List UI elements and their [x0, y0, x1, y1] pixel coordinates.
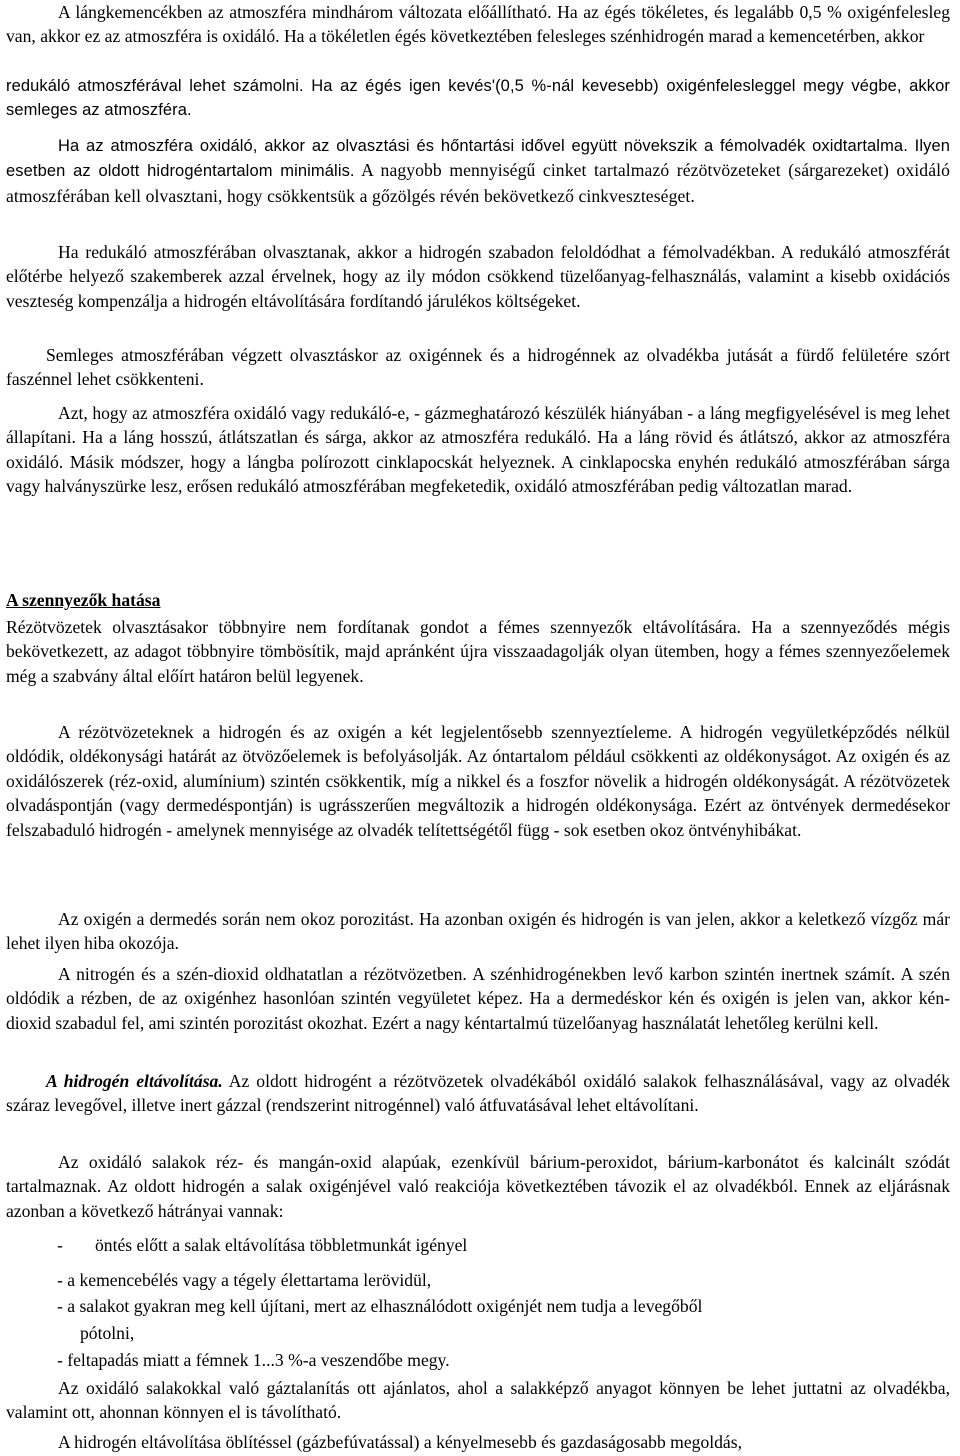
paragraph-oxidizing — [6, 134, 950, 209]
hydrogen-removal-title: A hidrogén eltávolítása. — [46, 1071, 223, 1091]
heading-impurities: A szennyezők hatása — [6, 590, 161, 610]
paragraph-intro-text: A lángkemencékben az atmoszféra mindhárom változata előállítható. Ha az égés tökéletes, és legalább 0,5 % oxigénfelesleg van, akkor ez az atmoszféra is oxidáló. Ha a tökéletlen égés következtében felesleges szénhidrogén marad a kemencetérben, akkor — [6, 2, 950, 47]
list-item-1: öntés előtt a salak eltávolítása többletmunkát igényel — [95, 1235, 468, 1255]
paragraph-slag-degassing: Az oxidáló salakokkal való gáztalanítás ott ajánlatos, ahol a salakképző anyagot könnyen be lehet juttatni az olvadékba, valamint ott, ahonnan könnyen el is távolítható. — [6, 1378, 950, 1423]
paragraph-reducing-cont: A redukáló atmoszférát előtérbe helyező szakemberek azzal érvelnek, hogy az ily módon csökkend tüzelőanyag-felhasználás, valamint a kisebb oxidációs veszteség kompenzálja a hidrogén eltávolítására fordítandó járulékos költségeket. — [6, 242, 950, 311]
list-item-4: - feltapadás miatt a fémnek 1...3 %-a veszendőbe megy. — [57, 1350, 450, 1370]
paragraph-neutral: Semleges atmoszférában végzett olvasztáskor az oxigénnek és a hidrogénnek az olvadékba jutását a fürdő felületére szórt faszénnel lehet csökkenteni. — [6, 345, 950, 390]
paragraph-nitrogen: A nitrogén és a szén-dioxid oldhatatlan a rézötvözetben. A szénhidrogénekben levő karbon szintén inertnek számít. A szén oldódik a rézben, de az oxigénhez hasonlóan szintén vegyületet képez. Ha a dermedéskor kén és oxigén is jelen van, akkor kén-dioxid szabadul fel, ami szintén porozitást okozhat. Ezért a nagy kéntartalmú tüzelőanyag használatát lehetőleg kerülni kell. — [6, 964, 950, 1033]
paragraph-reducing-text: Ha redukáló atmoszférában olvasztanak, akkor a hidrogén szabadon feloldódhat a fémolvadékban. — [58, 242, 776, 262]
paragraph-flushing: A hidrogén eltávolítása öblítéssel (gázbefúvatással) a kényelmesebb és gazdaságosabb megoldás, — [58, 1432, 742, 1452]
section-heading — [6, 588, 950, 612]
paragraph-flame-observation: Azt, hogy az atmoszféra oxidáló vagy redukáló-e, - gázmeghatározó készülék hiányában - a láng megfigyelésével is meg lehet állapítani. Ha a láng hosszú, átlátszatlan és sárga, akkor az atmoszféra redukáló. Ha a láng rövid és átlátszó, akkor az atmoszféra oxidáló. Másik módszer, hogy a lángba polírozott cinklapocskát helyeznek. A cinklapocska enyhén redukáló atmoszférában sárga vagy halványszürke lesz, erősen redukáló atmoszférában megfeketedik, oxidáló atmoszférában pedig változatlan marad. — [6, 403, 950, 497]
paragraph-oxidizing-cont: A nagyobb mennyiségű cinket tartalmazó rézötvözeteket (sárgarezeket) oxidáló atmoszférában kell olvasztani, hogy csökkentsük a gőzölgés révén bekövetkező cinkveszteséget. — [6, 160, 950, 206]
list-item-1-dash: - — [57, 1235, 63, 1255]
list-item-3-cont: pótolni, — [80, 1323, 135, 1343]
paragraph-oxidizing-slags: Az oxidáló salakok réz- és mangán-oxid alapúak, ezenkívül bárium-peroxidot, bárium-karbonátot és kalcinált szódát tartalmaznak. Az oldott hidrogén a salak oxigénjével való reakciója következtében távozik el az olvadékból. Ennek az eljárásnak azonban a következő hátrányai vannak: — [6, 1152, 950, 1221]
paragraph-impurities: Rézötvözetek olvasztásakor többnyire nem fordítanak gondot a fémes szennyezők eltávolítására. Ha a szennyeződés mégis bekövetkezett, az adagot többnyire tömbösítik, majd apránként újra visszaadagolják olyan ütemben, hogy a fémes szennyezőelemek még a szabvány által előírt határon belül legyenek. — [6, 617, 950, 686]
list-item-3: - a salakot gyakran meg kell újítani, mert az elhasználódott oxigénjét nem tudja a levegőből — [57, 1296, 703, 1316]
paragraph-hydrogen-removal — [6, 1069, 950, 1118]
paragraph-intro — [6, 0, 950, 49]
hydrogen-removal-text: Az oldott hidrogént a rézötvözetek olvadékából oxidáló salakok felhasználásával, vagy az olvadék száraz levegővel, illetve inert gázzal (rendszerint nitrogénnel) való átfuvatásával lehet eltávolítani. — [6, 1071, 950, 1116]
paragraph-porosity: Az oxigén a dermedés során nem okoz porozitást. Ha azonban oxigén és hidrogén is van jelen, akkor a keletkező vízgőz már lehet ilyen hiba okozója. — [6, 909, 950, 954]
paragraph-reducing — [6, 240, 950, 313]
paragraph-reducing-neutral: redukáló atmoszférával lehet számolni. Ha az égés igen kevés'(0,5 %-nál kevesebb) oxigénfelesleggel megy végbe, akkor semleges az atmoszféra. — [6, 77, 950, 120]
list-item-2: - a kemencebélés vagy a tégely élettartama lerövidül, — [57, 1270, 432, 1290]
paragraph-oxidizing-text: Ha az atmoszféra oxidáló, akkor az olvasztási és hőntartási idővel együtt növekszik a fémolvadék oxidtartalma. Ilyen esetben az oldott hidrogéntartalom minimális. — [6, 137, 950, 181]
paragraph-hydrogen-oxygen: A rézötvözeteknek a hidrogén és az oxigén a két legjelentősebb szennyeztíeleme. A hidrogén vegyületképződés nélkül oldódik, oldékonysági határát az ötvözőelemek is befolyásolják. Az óntartalom például csökkenti az oldékonyságot. Az oxigén és az oxidálószerek (réz-oxid, alumínium) szintén csökkentik, míg a nikkel és a foszfor növelik a hidrogén oldékonyságát. A rézötvözetek olvadáspontján (vagy dermedéspontján) is ugrásszerűen megváltozik a hidrogén oldékonysága. Ezért az öntvények dermedésekor felszabaduló hidrogén - amelynek mennyisége az olvadék telítettségétől függ - sok esetben okoz öntvényhibákat. — [6, 722, 950, 840]
